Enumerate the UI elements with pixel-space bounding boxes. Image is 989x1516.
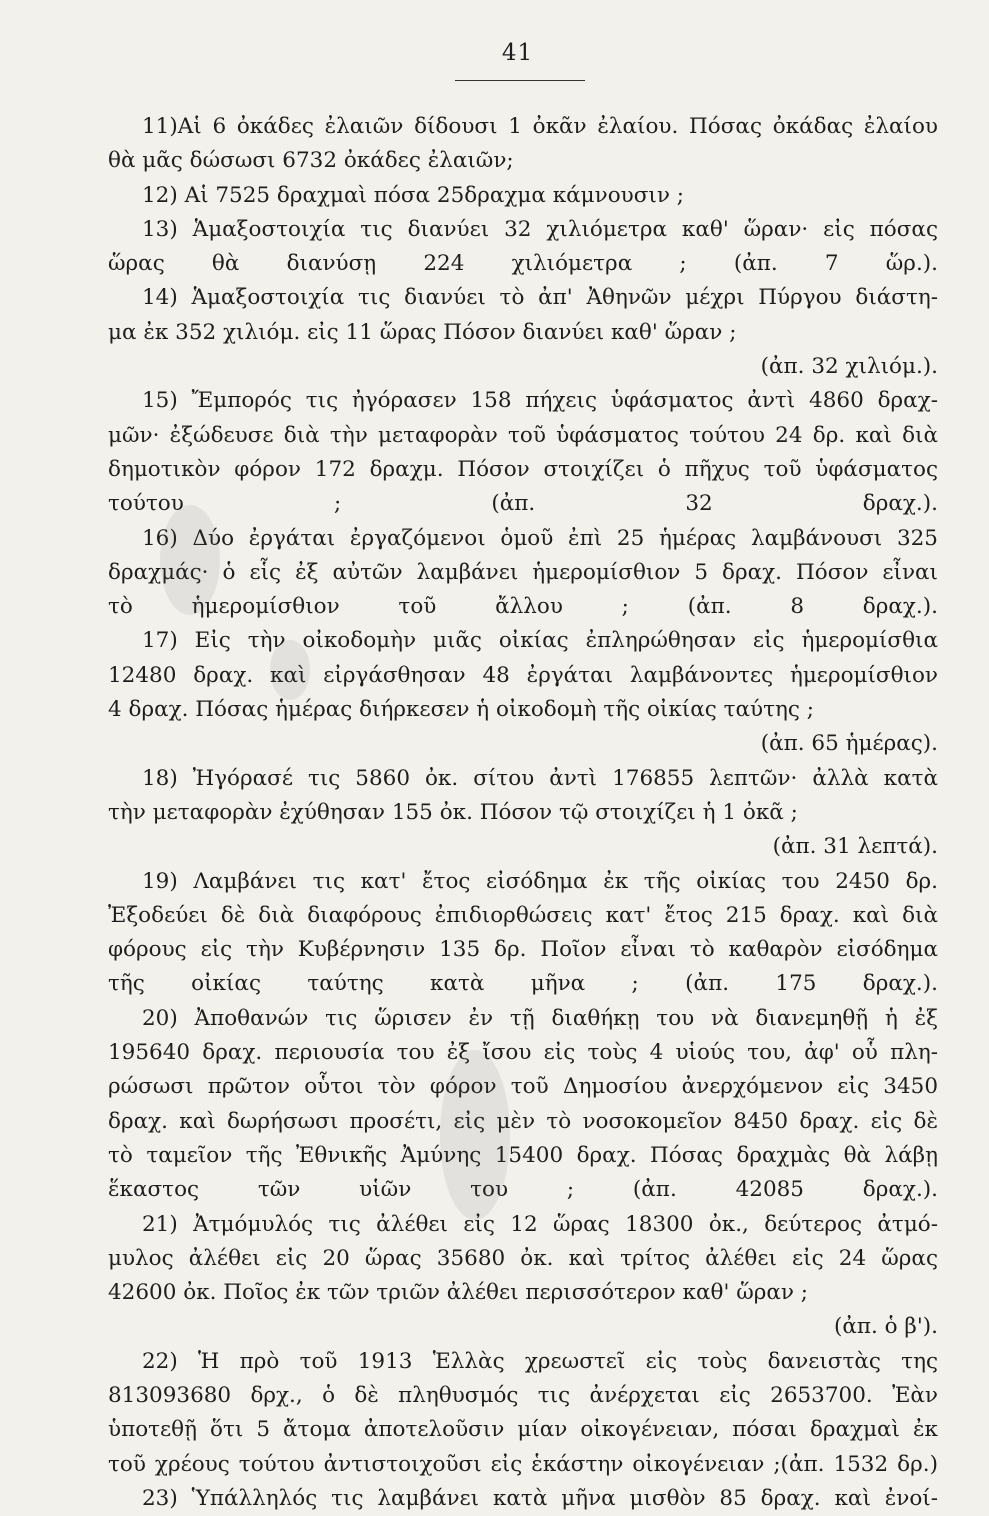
text-line: τούτου ; (ἀπ. 32 δραχ.). bbox=[108, 491, 938, 517]
text-line: 23) Ὑπάλληλός τις λαμβάνει κατὰ μῆνα μισθὸν 85 δραχ. καὶ ἐνοί- bbox=[142, 1485, 938, 1511]
text-line: 17) Εἰς τὴν οἰκοδομὴν μιᾶς οἰκίας ἐπληρώθησαν εἰς ἡμερομίσθια bbox=[142, 628, 938, 654]
text-line: ὑποτεθῇ ὅτι 5 ἄτομα ἀποτελοῦσιν μίαν οἰκογένειαν, πόσαι δραχμαὶ ἐκ bbox=[108, 1417, 938, 1443]
text-line: μα ἐκ 352 χιλιόμ. εἰς 11 ὥρας Πόσον διανύει καθ' ὥραν ; bbox=[108, 319, 737, 345]
text-line: 15) Ἔμπορός τις ἠγόρασεν 158 πήχεις ὑφάσματος ἀντὶ 4860 δραχ- bbox=[142, 388, 938, 414]
text-line: 21) Ἀτμόμυλός τις ἀλέθει εἰς 12 ὥρας 18300 ὀκ., δεύτερος ἀτμό- bbox=[142, 1211, 938, 1237]
text-line: τὸ ταμεῖον τῆς Ἐθνικῆς Ἀμύνης 15400 δραχ. Πόσας δραχμὰς θὰ λάβῃ bbox=[108, 1142, 938, 1168]
page-text bbox=[108, 110, 938, 1516]
text-line: Ἐξοδεύει δὲ διὰ διαφόρους ἐπιδιορθώσεις κατ' ἔτος 215 δραχ. καὶ διὰ bbox=[108, 902, 938, 928]
text-line: (ἀπ. ὁ β'). bbox=[833, 1314, 938, 1340]
text-line: (ἀπ. 32 χιλιόμ.). bbox=[760, 354, 938, 380]
text-line: (ἀπ. 65 ἡμέρας). bbox=[760, 731, 938, 757]
text-line: 16) Δύο ἐργάται ἐργαζόμενοι ὁμοῦ ἐπὶ 25 ἡμέρας λαμβάνουσι 325 bbox=[142, 525, 938, 551]
text-line: (ἀπ. 31 λεπτά). bbox=[772, 834, 938, 860]
text-line: 19) Λαμβάνει τις κατ' ἔτος εἰσόδημα ἐκ τῆς οἰκίας του 2450 δρ. bbox=[142, 868, 938, 894]
text-line: μυλος ἀλέθει εἰς 20 ὥρας 35680 ὀκ. καὶ τρίτος ἀλέθει εἰς 24 ὥρας bbox=[108, 1245, 938, 1271]
text-line: μῶν· ἐξώδευσε διὰ τὴν μεταφορὰν τοῦ ὑφάσματος τούτου 24 δρ. καὶ διὰ bbox=[108, 422, 938, 448]
text-line: 4 δραχ. Πόσας ἡμέρας διήρκεσεν ἡ οἰκοδομὴ τῆς οἰκίας ταύτης ; bbox=[108, 697, 815, 723]
text-line: ρώσωσι πρῶτον οὗτοι τὸν φόρον τοῦ Δημοσίου ἀνερχόμενον εἰς 3450 bbox=[108, 1074, 938, 1100]
text-line: δραχ. καὶ δωρήσωσι προσέτι, εἰς μὲν τὸ νοσοκομεῖον 8450 δραχ. εἰς δὲ bbox=[108, 1108, 938, 1134]
text-line: 42600 ὀκ. Ποῖος ἐκ τῶν τριῶν ἀλέθει περισσότερον καθ' ὥραν ; bbox=[108, 1280, 809, 1306]
text-line: 14) Ἁμαξοστοιχία τις διανύει τὸ ἀπ' Ἀθηνῶν μέχρι Πύργου διάστη- bbox=[142, 285, 938, 311]
text-line: φόρους εἰς τὴν Κυβέρνησιν 135 δρ. Ποῖον εἶναι τὸ καθαρὸν εἰσόδημα bbox=[108, 937, 938, 963]
text-line: ὥρας θὰ διανύσῃ 224 χιλιόμετρα ; (ἀπ. 7 ὥρ.). bbox=[108, 251, 938, 277]
text-line: τὸ ἡμερομίσθιον τοῦ ἄλλου ; (ἀπ. 8 δραχ.). bbox=[108, 594, 938, 620]
text-line: 12480 δραχ. καὶ εἰργάσθησαν 48 ἐργάται λαμβάνοντες ἡμερομίσθιον bbox=[108, 662, 938, 688]
text-line: 22) Ἡ πρὸ τοῦ 1913 Ἑλλὰς χρεωστεῖ εἰς τοὺς δανειστὰς της bbox=[142, 1348, 938, 1374]
text-line: δημοτικὸν φόρον 172 δραχμ. Πόσον στοιχίζει ὁ πῆχυς τοῦ ὑφάσματος bbox=[108, 456, 938, 482]
text-line: 13) Ἁμαξοστοιχία τις διανύει 32 χιλιόμετρα καθ' ὥραν· εἰς πόσας bbox=[142, 216, 938, 242]
text-line: δραχμάς· ὁ εἷς ἐξ αὐτῶν λαμβάνει ἡμερομίσθιον 5 δραχ. Πόσον εἶναι bbox=[108, 559, 938, 585]
header-rule bbox=[455, 80, 585, 81]
text-line: 195640 δραχ. περιουσία του ἐξ ἴσου εἰς τοὺς 4 υἱούς του, ἀφ' οὗ πλη- bbox=[108, 1040, 938, 1066]
text-line: 813093680 δρχ., ὁ δὲ πληθυσμός τις ἀνέρχεται εἰς 2653700. Ἐὰν bbox=[108, 1382, 938, 1408]
text-line: 18) Ἠγόρασέ τις 5860 ὀκ. σίτου ἀντὶ 176855 λεπτῶν· ἀλλὰ κατὰ bbox=[142, 765, 938, 791]
text-line: θὰ μᾶς δώσωσι 6732 ὀκάδες ἐλαιῶν; bbox=[108, 148, 514, 174]
page-number: 41 bbox=[501, 40, 534, 66]
text-line: τῆς οἰκίας ταύτης κατὰ μῆνα ; (ἀπ. 175 δραχ.). bbox=[108, 971, 938, 997]
text-line: 12) Αἱ 7525 δραχμαὶ πόσα 25δραχμα κάμνουσιν ; bbox=[142, 182, 684, 208]
text-line: 20) Ἀποθανών τις ὥρισεν ἐν τῇ διαθήκῃ του νὰ διανεμηθῇ ἡ ἐξ bbox=[142, 1005, 938, 1031]
text-line: τοῦ χρέους τούτου ἀντιστοιχοῦσι εἰς ἑκάστην οἰκογένειαν ;(ἀπ. 1532 δρ.) bbox=[108, 1451, 938, 1477]
text-line: τὴν μεταφορὰν ἐχύθησαν 155 ὀκ. Πόσον τῷ στοιχίζει ἡ 1 ὀκᾶ ; bbox=[108, 799, 798, 825]
text-line: ἕκαστος τῶν υἱῶν του ; (ἀπ. 42085 δραχ.). bbox=[108, 1177, 938, 1203]
text-line: 11)Αἱ 6 ὀκάδες ἐλαιῶν δίδουσι 1 ὀκᾶν ἐλαίου. Πόσας ὀκάδας ἐλαίου bbox=[142, 114, 938, 139]
